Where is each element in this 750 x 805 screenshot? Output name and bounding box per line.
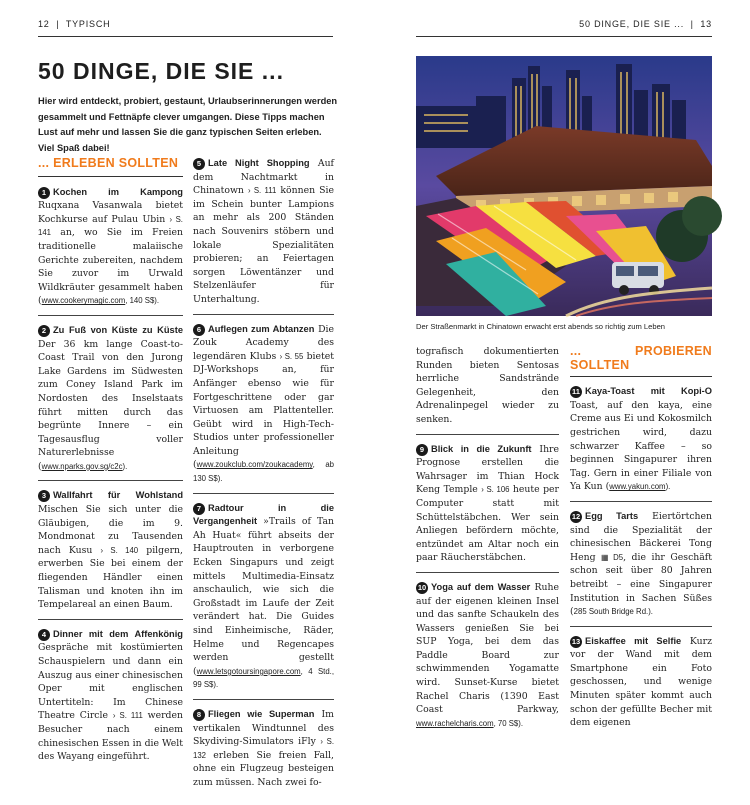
- item-title: Wallfahrt für Wohlstand: [53, 490, 183, 501]
- chinatown-night-market-photo: [416, 56, 712, 316]
- list-item: [570, 635, 712, 737]
- text-column-1: [38, 157, 183, 779]
- web-link[interactable]: www.rachelcharis.com: [416, 718, 494, 728]
- text-column-4: [570, 345, 712, 745]
- item-text: heute per Computer statt mit Schüttelstäbchen. Wer sein Anliegen befördern möchte, entzündet am Altar noch ein paar Räucherstäbchen.: [416, 484, 559, 564]
- item-number: 10: [417, 582, 427, 592]
- item-text: Ruqxana Vasanwala bietet Kochkurse auf Pulau Ubin: [38, 200, 183, 225]
- item-text: erleben Sie freien Fall, ohne ein Flugzeug besteigen zum müssen. Nach zwei fo-: [193, 749, 334, 788]
- list-item: [570, 510, 712, 627]
- web-link[interactable]: www.cookerymagic.com: [41, 296, 126, 306]
- list-item: [416, 443, 559, 573]
- page-title: 50 DINGE, DIE SIE ...: [38, 58, 284, 84]
- page-reference: › S. 140: [100, 545, 139, 555]
- header-separator: |: [687, 19, 698, 29]
- item-text: , die ihr Geschäft schon seit über 80 Jahren betreibt – eine Singapurer Institution in Sachen Süßes (: [570, 551, 712, 618]
- page-number-left: 12: [38, 19, 50, 29]
- item-text: Auf dem Nachtmarkt in Chinatown: [193, 158, 334, 197]
- list-item: [193, 708, 334, 797]
- item-text: »Trails of Tan Ah Huat« führt abseits der Hauptrouten in verborgene Ecken Singapurs und zeigt mittels Multimedia-Einsatz anschaulich, wie sich die Großstadt im Laufe der Zeit verändert hat. Die Guides sind Einheimische, Räder, Helme und Regencapes werden gestellt (: [193, 516, 334, 677]
- item-title: Kochen im Kampong: [53, 186, 183, 197]
- list-item: [570, 385, 712, 502]
- chapter-title-header: 50 DINGE, DIE SIE ...: [579, 19, 684, 29]
- web-link[interactable]: www.nparks.gov.sg/c2c: [41, 461, 123, 471]
- list-item: [416, 581, 559, 738]
- page-number-right: 13: [700, 19, 712, 29]
- map-reference: ▦ D5: [601, 552, 624, 562]
- item-meta: 285 South Bridge Rd.).: [573, 607, 653, 617]
- item-meta: , 4 Std., 99 S$).: [193, 666, 334, 690]
- item-title: Radtour in die Vergangenheit: [193, 502, 334, 527]
- item-text: können Sie im Schein bunter Lampions an mehr als 200 Ständen nach Souvenirs stöbern und lokale Spezialitäten probieren; an Feiertagen sorgen Löwentänzer und Stelzenläufer für Unterhaltung.: [193, 185, 334, 305]
- photo-caption: Der Straßenmarkt in Chinatown erwacht erst abends so richtig zum Leben: [416, 322, 666, 331]
- intro-paragraph: Hier wird entdeckt, probiert, gestaunt, Urlaubserinnerungen werden gesammelt und Fettnäpfe clever umgangen. Diese Tipps machen Lust auf mehr und lassen Sie die ganz typischen Seiten erleben. Viel Spaß dabei!: [38, 96, 338, 153]
- item-number: 11: [570, 386, 582, 398]
- header-separator: |: [52, 19, 63, 29]
- header-rule-left: [38, 36, 333, 37]
- running-header-left: [38, 19, 110, 29]
- running-header-right: [579, 19, 712, 29]
- item-number: 7: [193, 503, 205, 515]
- item-title: Egg Tarts: [585, 510, 639, 521]
- item-text: Im vertikalen Windtunnel des Skydiving-Simulators iFly: [193, 708, 334, 748]
- item-text: Die Zouk Academy des legendären Klubs: [193, 323, 334, 362]
- text-column-2: [193, 157, 334, 805]
- item-text: Gespräche mit kostümierten Schauspielern und dann ein Auszug aus einer chinesischen Oper mit englischen Untertiteln: Im Chinese Theatre Circle: [38, 642, 183, 722]
- page-reference: › S. 106: [481, 485, 510, 495]
- item-text-continuation: tografisch dokumentierten Runden bieten Sentosas herrliche Sandstrände Gelegenheit, den Adrenalinpegel wieder zu senken.: [416, 346, 559, 425]
- page-reference: › S. 132: [193, 737, 334, 760]
- item-meta: , 70 S$).: [493, 718, 524, 728]
- item-title: Auflegen zum Abtanzen: [208, 323, 315, 334]
- item-number: 4: [38, 629, 50, 641]
- item-text: Eiertörtchen sind die Spezialität der chinesischen Bäckerei Tong Heng: [570, 510, 713, 563]
- item-title: Yoga auf dem Wasser: [431, 581, 531, 592]
- list-item: [193, 502, 334, 700]
- item-text: Ruhe auf der eigenen kleinen Insel und das sanfte Schaukeln des Wassers genießen Sie bei SUP Yoga, bei dem das Paddle Board zur schwimmenden Yogamatte wird. Sunset-Kurse bietet Rachel Charis (1390 East Coast Parkway,: [416, 581, 559, 716]
- photo-illustration: [416, 56, 712, 316]
- item-text: Toast, auf den kaya, eine Creme aus Ei und Kokosmilch gestrichen wird, dazu schwarzer Kaffee – so beginnen Singapurer ihren Tag. Gern in einer Filiale von Ya Kun (: [570, 399, 712, 493]
- item-text: Mischen Sie sich unter die Gläubigen, die im 9. Mondmonat zu Tausenden nach Kusu: [38, 504, 183, 556]
- list-item: [193, 323, 334, 494]
- item-number: 3: [38, 490, 50, 502]
- item-number: 12: [571, 511, 581, 521]
- item-text: pilgern, erwerben Sie bei einem der fliegenden Händler einen Talisman und knoten ihn im Tempelareal an einen Baum.: [38, 544, 183, 611]
- item-title: Dinner mit dem Affenkönig: [53, 628, 183, 639]
- web-link[interactable]: www.yakun.com: [609, 482, 666, 492]
- item-text: Kurz vor der Wand mit dem Smartphone ein Foto geschossen, und wenige Minuten später kommt auch schon der gefüllte Becher mit dem eigenen: [570, 635, 713, 729]
- item-text: Der 36 km lange Coast-to-Coast Trail von den Jurong Lake Gardens im Südwesten zum Coney Island Park im Nordosten des Inselstaats führt mitten durch das begrünte Innere – ein Tagesausflug voller Naturerlebnisse (: [38, 338, 183, 472]
- item-meta: , 140 S$).: [125, 296, 160, 306]
- item-number: 5: [193, 158, 205, 170]
- item-title: Fliegen wie Superman: [208, 708, 315, 719]
- item-number: 1: [38, 187, 50, 199]
- page-reference: › S. 111: [247, 186, 277, 196]
- list-item-continued: [416, 345, 559, 435]
- list-item: [38, 324, 183, 482]
- item-number: 13: [571, 636, 581, 646]
- item-title: Blick in die Zukunft: [431, 443, 532, 454]
- list-item: [38, 186, 183, 316]
- item-meta: ).: [122, 461, 128, 471]
- web-link[interactable]: www.letsgotoursingapore.com: [196, 666, 301, 676]
- text-column-3: [416, 345, 559, 745]
- page-reference: › S. 55: [279, 351, 304, 361]
- item-text: werden Besucher nach einem chinesischen Essen in die Welt des Wayang eingeführt.: [38, 710, 183, 763]
- item-title: Eiskaffee mit Selfie: [585, 635, 682, 646]
- item-text: Ihre Prognose erstellen die Wahrsager im Thian Hock Keng Temple: [416, 443, 559, 496]
- section-label: TYPISCH: [65, 19, 111, 29]
- header-rule-right: [416, 36, 712, 37]
- list-item: [38, 489, 183, 619]
- item-number: 6: [193, 324, 205, 336]
- page-reference: › S. 141: [38, 214, 183, 238]
- section-heading-erleben: ... ERLEBEN SOLLTEN: [38, 157, 183, 177]
- page-reference: › S. 111: [112, 711, 143, 721]
- list-item: [193, 157, 334, 315]
- item-number: 9: [416, 444, 428, 456]
- item-title: Kaya-Toast mit Kopi-O: [585, 386, 712, 397]
- item-meta: , ab 130 S$).: [193, 460, 334, 484]
- item-title: Zu Fuß von Küste zu Küste: [53, 324, 183, 335]
- web-link[interactable]: www.zoukclub.com/zoukacademy: [196, 460, 313, 470]
- item-number: 2: [38, 325, 50, 337]
- item-text: an, wo Sie im Freien traditionelle malaiische Gerichte zubereiten, nachdem Sie zuvor im Urwald Wildkräuter gesammelt haben (: [38, 227, 183, 307]
- item-meta: ).: [665, 482, 671, 492]
- section-heading-probieren: ... PROBIEREN SOLLTEN: [570, 345, 712, 377]
- list-item: [38, 628, 183, 771]
- item-title: Late Night Shopping: [208, 158, 310, 168]
- item-text: bietet DJ-Workshops an, für Anfänger ebenso wie für Fortgeschrittene oder gar Virtuosen am Plattenteller. Geübt wird in High-Tech-Studios unter professioneller Anleitung (: [193, 350, 335, 471]
- item-number: 8: [193, 709, 205, 721]
